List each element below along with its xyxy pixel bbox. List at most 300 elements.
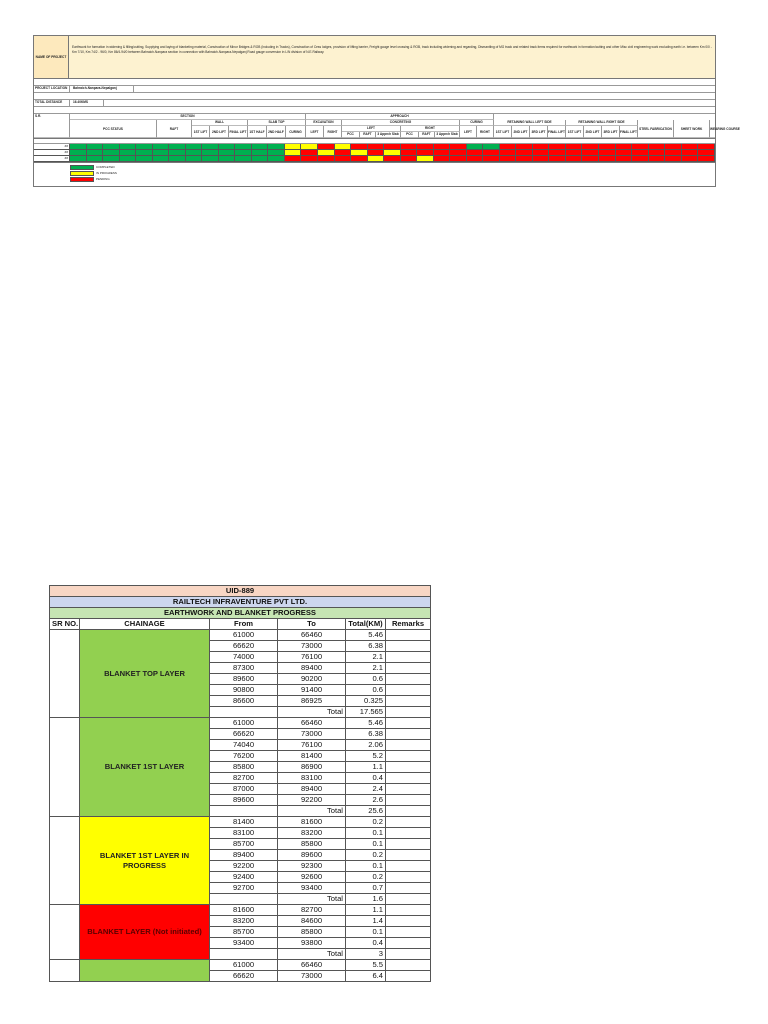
cell-remarks (386, 883, 431, 894)
status-cell-green (235, 156, 252, 161)
cell-from: 61000 (210, 718, 278, 729)
status-cell-green (252, 156, 269, 161)
status-cell-red (417, 144, 434, 149)
header-concreting: CONCRETING (342, 120, 460, 126)
cell-to: 66460 (278, 960, 346, 971)
status-cell-red (335, 156, 352, 161)
cell-to: 93800 (278, 938, 346, 949)
status-cell-red (434, 156, 451, 161)
sr-no-cell (50, 817, 80, 905)
header-ret-r-3rd: 3RD LIFT (602, 126, 620, 138)
status-cell-green (252, 144, 269, 149)
cell-from: 93400 (210, 938, 278, 949)
cell-remarks (386, 949, 431, 960)
header-slab-2nd-half: 2ND HALF (267, 126, 286, 138)
status-cell-yellow (285, 144, 302, 149)
status-cell-green (186, 156, 203, 161)
project-status-sheet (33, 35, 740, 187)
cell-to: 90200 (278, 674, 346, 685)
spacer-row (34, 79, 715, 86)
col-header-remarks: Remarks (386, 619, 431, 630)
project-name-text: Earthwork for formation in widening & filling/cutting, Supplying and laying of blanketing material, Construction of Minor Bridges & ROB (Including in Tracks), Construction of Cess lodges, provision of lifting barrier, Freight gauge level crossing & ROB, track including widening and regarding, Dismantling of MG track and related track items required for earthwork in formation/cutting and other Misc civil engineering work excluding earth i.e. between Km 0/0 - Km 7/10, Km 74/2 - 96/0, Km 86/4-94/0 between Bahraich-Nanpara section in connection with Bahraich-Nanpara-Nepalganj Road gauge conversion in L/N division of N.E.Railway. (72, 45, 712, 54)
group-total-value: 1.6 (346, 894, 386, 905)
status-cell-green (87, 144, 104, 149)
status-cell-red (467, 150, 484, 155)
col-header-to: To (278, 619, 346, 630)
spacer-row (34, 93, 715, 100)
status-cell-red (500, 150, 517, 155)
total-blank-from (210, 894, 278, 905)
header-ret-r-1st: 1ST LIFT (566, 126, 584, 138)
status-cell-green (136, 144, 153, 149)
status-cell-red (318, 156, 335, 161)
total-blank-from (210, 949, 278, 960)
status-cell-red (384, 156, 401, 161)
header-retaining-left: RETAINING WALL LEFT SIDE (494, 120, 566, 126)
header-raft: RAFT (157, 120, 192, 138)
header-wall-1st-lift: 1ST LIFT (192, 126, 210, 138)
status-cell-red (632, 156, 649, 161)
status-cell-red (599, 144, 616, 149)
project-name-label: NAME OF PROJECT (34, 36, 69, 78)
status-cell-red (516, 144, 533, 149)
status-cell-yellow (368, 156, 385, 161)
cell-km: 0.325 (346, 696, 386, 707)
cell-from: 83100 (210, 828, 278, 839)
total-distance-row (34, 100, 715, 107)
status-row-label: ## (34, 156, 70, 161)
status-legend (34, 162, 715, 186)
progress-title: EARTHWORK AND BLANKET PROGRESS (50, 608, 431, 619)
cell-remarks (386, 751, 431, 762)
header-sr: S.R. (34, 114, 70, 138)
header-wall-final-lift: FINAL LIFT (229, 126, 248, 138)
status-cell-red (632, 144, 649, 149)
cell-remarks (386, 839, 431, 850)
status-cell-red (533, 150, 550, 155)
cell-km: 0.4 (346, 773, 386, 784)
status-cell-green (235, 150, 252, 155)
cell-remarks (386, 740, 431, 751)
status-cell-red (500, 156, 517, 161)
status-cell-green (70, 144, 87, 149)
header-conc-right: RIGHT (401, 126, 460, 132)
status-cell-green (153, 150, 170, 155)
cell-from: 90800 (210, 685, 278, 696)
cell-km: 0.1 (346, 839, 386, 850)
group-total-value: 25.6 (346, 806, 386, 817)
cell-from: 85800 (210, 762, 278, 773)
status-cell-red (549, 156, 566, 161)
cell-to: 91400 (278, 685, 346, 696)
status-cell-green (268, 150, 285, 155)
cell-to: 76100 (278, 740, 346, 751)
cell-remarks (386, 905, 431, 916)
status-cell-red (682, 144, 699, 149)
status-cell-green (70, 150, 87, 155)
legend-label-in-progress: IN PROGRESS (96, 171, 117, 175)
status-cell-red (649, 144, 666, 149)
cell-km: 0.1 (346, 861, 386, 872)
cell-from: 89600 (210, 674, 278, 685)
status-cell-green (136, 150, 153, 155)
status-cell-yellow (384, 150, 401, 155)
cell-to: 85800 (278, 927, 346, 938)
earthwork-progress-table (49, 585, 431, 982)
status-cell-green (186, 150, 203, 155)
status-cell-red (434, 144, 451, 149)
cell-remarks (386, 960, 431, 971)
cell-remarks (386, 938, 431, 949)
chainage-group-label: BLANKET LAYER (Not initiated) (80, 905, 210, 960)
cell-remarks (386, 784, 431, 795)
status-rows (34, 144, 715, 162)
status-cell-green (120, 150, 137, 155)
cell-km: 5.46 (346, 718, 386, 729)
cell-from: 74040 (210, 740, 278, 751)
status-cell-green (467, 144, 484, 149)
cell-km: 2.1 (346, 663, 386, 674)
legend-swatch-in-progress (70, 171, 94, 176)
cell-km: 1.1 (346, 905, 386, 916)
header-pcc-left: PCC (342, 132, 360, 138)
header-ret-2nd: 2ND LIFT (512, 126, 530, 138)
status-cell-green (153, 144, 170, 149)
header-ret-r-2nd: 2ND LIFT (584, 126, 602, 138)
cell-from: 61000 (210, 960, 278, 971)
status-cell-red (566, 156, 583, 161)
status-cell-red (533, 156, 550, 161)
legend-swatch-completed (70, 165, 94, 170)
status-cell-red (434, 150, 451, 155)
total-label: Total (278, 949, 346, 960)
cell-km: 0.7 (346, 883, 386, 894)
cell-remarks (386, 806, 431, 817)
header-slab-right: 3 Apprch Slab (435, 132, 460, 138)
status-cell-green (235, 144, 252, 149)
status-cell-red (368, 144, 385, 149)
status-cell-red (632, 150, 649, 155)
status-column-headers (34, 114, 740, 139)
cell-km: 2.4 (346, 784, 386, 795)
cell-from: 82700 (210, 773, 278, 784)
total-distance-label: TOTAL DISTANCE (34, 100, 70, 106)
total-blank-from (210, 707, 278, 718)
cell-to: 66460 (278, 718, 346, 729)
sr-no-cell (50, 960, 80, 982)
status-cell-red (301, 150, 318, 155)
cell-from: 76200 (210, 751, 278, 762)
cell-remarks (386, 762, 431, 773)
status-cell-red (483, 156, 500, 161)
cell-remarks (386, 696, 431, 707)
cell-remarks (386, 971, 431, 982)
chainage-group-label: BLANKET TOP LAYER (80, 630, 210, 718)
cell-remarks (386, 861, 431, 872)
table-row (50, 630, 431, 641)
status-cell-green (268, 144, 285, 149)
cell-km: 0.4 (346, 938, 386, 949)
header-wall-2nd-lift: 2ND LIFT (210, 126, 229, 138)
cell-from: 81400 (210, 817, 278, 828)
cell-remarks (386, 850, 431, 861)
status-cell-yellow (301, 144, 318, 149)
status-cell-red (500, 144, 517, 149)
status-cell-red (467, 156, 484, 161)
status-cell-red (682, 150, 699, 155)
status-cell-green (169, 144, 186, 149)
cell-remarks (386, 927, 431, 938)
cell-remarks (386, 641, 431, 652)
cell-remarks (386, 729, 431, 740)
status-cell-red (649, 156, 666, 161)
cell-to: 86925 (278, 696, 346, 707)
cell-remarks (386, 652, 431, 663)
cell-remarks (386, 795, 431, 806)
cell-km: 2.1 (346, 652, 386, 663)
status-cell-red (351, 144, 368, 149)
cell-remarks (386, 674, 431, 685)
header-section: SECTION (70, 114, 306, 120)
status-cell-green (202, 150, 219, 155)
cell-to: 89400 (278, 784, 346, 795)
status-cell-red (483, 150, 500, 155)
total-distance-value: 16.40KMS (70, 100, 104, 106)
header-ret-3rd: 3RD LIFT (530, 126, 548, 138)
cell-to: 81400 (278, 751, 346, 762)
legend-label-pending: PENDING (96, 177, 110, 181)
cell-from: 85700 (210, 927, 278, 938)
cell-km: 0.1 (346, 927, 386, 938)
project-name-row (34, 36, 715, 79)
col-header-total-km: Total(KM) (346, 619, 386, 630)
cell-to: 86900 (278, 762, 346, 773)
status-cell-red (665, 144, 682, 149)
cell-to: 66460 (278, 630, 346, 641)
header-slab-top: SLAB TOP (248, 120, 306, 126)
status-cell-red (301, 156, 318, 161)
status-cell-yellow (318, 150, 335, 155)
cell-from: 87300 (210, 663, 278, 674)
status-cell-green (153, 156, 170, 161)
cell-to: 84600 (278, 916, 346, 927)
status-cell-green (87, 150, 104, 155)
header-slab-1st-half: 1ST HALF (248, 126, 267, 138)
cell-km: 5.2 (346, 751, 386, 762)
cell-to: 92600 (278, 872, 346, 883)
status-cell-red (665, 156, 682, 161)
cell-from: 92700 (210, 883, 278, 894)
status-cell-red (582, 150, 599, 155)
table-row (50, 817, 431, 828)
cell-from: 89600 (210, 795, 278, 806)
header-wearing-course: WEARING COURSE (710, 120, 715, 138)
header-wall: WALL (192, 120, 248, 126)
status-cell-red (582, 156, 599, 161)
status-cell-green (120, 156, 137, 161)
status-cell-red (516, 156, 533, 161)
total-label: Total (278, 806, 346, 817)
status-cell-red (417, 150, 434, 155)
status-cell-red (549, 150, 566, 155)
col-header-sr-no: SR NO. (50, 619, 80, 630)
status-cell-yellow (417, 156, 434, 161)
status-cell-red (599, 150, 616, 155)
header-steel-fabrication: STEEL FABRICATION (638, 120, 674, 138)
header-cur-left: LEFT (460, 126, 477, 138)
cell-from: 89400 (210, 850, 278, 861)
cell-km: 6.4 (346, 971, 386, 982)
header-excavation: EXCAVATION (306, 120, 342, 126)
cell-to: 89400 (278, 663, 346, 674)
cell-km: 5.46 (346, 630, 386, 641)
status-cell-green (219, 150, 236, 155)
status-cell-green (103, 150, 120, 155)
status-cell-red (318, 144, 335, 149)
status-cell-red (450, 144, 467, 149)
cell-remarks (386, 663, 431, 674)
company-banner: RAILTECH INFRAVENTURE PVT LTD. (50, 597, 431, 608)
cell-from: 92400 (210, 872, 278, 883)
status-cell-green (103, 156, 120, 161)
cell-remarks (386, 707, 431, 718)
table-row (50, 905, 431, 916)
cell-km: 2.06 (346, 740, 386, 751)
status-cell-green (169, 150, 186, 155)
cell-km: 6.38 (346, 729, 386, 740)
cell-to: 89600 (278, 850, 346, 861)
status-row-label: ## (34, 150, 70, 155)
cell-from: 81600 (210, 905, 278, 916)
cell-km: 0.2 (346, 872, 386, 883)
cell-km: 0.1 (346, 828, 386, 839)
uid-banner: UID-889 (50, 586, 431, 597)
status-cell-red (616, 150, 633, 155)
status-cell-green (136, 156, 153, 161)
header-ret-final: FINAL LIFT (548, 126, 566, 138)
status-cell-green (87, 156, 104, 161)
project-location-value: Bahraich-Nanpara-Nepalganj (70, 86, 134, 92)
status-cell-green (268, 156, 285, 161)
cell-to: 85800 (278, 839, 346, 850)
header-pcc-right: PCC (401, 132, 419, 138)
cell-km: 0.2 (346, 850, 386, 861)
status-cell-red (401, 150, 418, 155)
status-cell-red (285, 156, 302, 161)
header-conc-left: LEFT (342, 126, 401, 132)
status-cell-red (516, 150, 533, 155)
status-cell-red (549, 144, 566, 149)
status-cell-red (582, 144, 599, 149)
cell-remarks (386, 894, 431, 905)
project-location-label: PROJECT LOCATION (34, 86, 70, 92)
cell-to: 76100 (278, 652, 346, 663)
status-cell-green (202, 144, 219, 149)
cell-km: 6.38 (346, 641, 386, 652)
cell-remarks (386, 773, 431, 784)
status-cell-red (616, 144, 633, 149)
cell-km: 0.2 (346, 817, 386, 828)
status-cell-red (351, 156, 368, 161)
header-approach: APPROACH (306, 114, 494, 120)
col-header-from: From (210, 619, 278, 630)
status-cell-green (120, 144, 137, 149)
cell-remarks (386, 718, 431, 729)
header-raft-right: RAFT (419, 132, 435, 138)
status-cell-green (219, 156, 236, 161)
cell-remarks (386, 630, 431, 641)
status-cell-yellow (285, 150, 302, 155)
status-cell-green (202, 156, 219, 161)
spacer-row (34, 107, 715, 114)
sr-no-cell (50, 630, 80, 718)
header-sheet-work: SHEET WORK (674, 120, 710, 138)
group-total-value: 17.565 (346, 707, 386, 718)
cell-km: 2.6 (346, 795, 386, 806)
status-cell-yellow (335, 144, 352, 149)
cell-to: 93400 (278, 883, 346, 894)
chainage-group-label: BLANKET 1ST LAYER (80, 718, 210, 817)
cell-to: 73000 (278, 971, 346, 982)
header-exc-right: RIGHT (324, 126, 342, 138)
header-pcc-status: PCC STATUS (70, 120, 157, 138)
header-ret-1st: 1ST LIFT (494, 126, 512, 138)
status-cell-red (599, 156, 616, 161)
status-cell-green (103, 144, 120, 149)
cell-km: 0.6 (346, 674, 386, 685)
cell-to: 81600 (278, 817, 346, 828)
status-cell-red (566, 150, 583, 155)
cell-from: 92200 (210, 861, 278, 872)
status-cell-red (698, 156, 715, 161)
status-cell-red (335, 150, 352, 155)
cell-from: 61000 (210, 630, 278, 641)
status-cell-yellow (351, 150, 368, 155)
status-cell-red (384, 144, 401, 149)
cell-to: 73000 (278, 729, 346, 740)
sr-no-cell (50, 718, 80, 817)
cell-from: 66620 (210, 971, 278, 982)
cell-to: 92300 (278, 861, 346, 872)
cell-km: 1.1 (346, 762, 386, 773)
status-cell-green (219, 144, 236, 149)
project-location-row (34, 86, 715, 93)
cell-remarks (386, 685, 431, 696)
legend-label-completed: COMPLETED (96, 165, 115, 169)
chainage-group-label: BLANKET 1ST LAYER IN PROGRESS (80, 817, 210, 905)
header-ret-r-final: FINAL LIFT (620, 126, 638, 138)
cell-to: 73000 (278, 641, 346, 652)
status-cell-red (698, 150, 715, 155)
cell-from: 74000 (210, 652, 278, 663)
status-cell-red (665, 150, 682, 155)
header-slab-left: 3 Apprch Slab (376, 132, 401, 138)
status-cell-green (252, 150, 269, 155)
status-cell-red (533, 144, 550, 149)
cell-from: 66620 (210, 641, 278, 652)
table-row (50, 718, 431, 729)
cell-from: 83200 (210, 916, 278, 927)
cell-from: 85700 (210, 839, 278, 850)
cell-remarks (386, 817, 431, 828)
sr-no-cell (50, 905, 80, 960)
header-slab-curing: CURING (286, 126, 306, 138)
status-cell-red (682, 156, 699, 161)
cell-from: 66620 (210, 729, 278, 740)
status-cell-red (698, 144, 715, 149)
status-cell-red (450, 150, 467, 155)
cell-to: 83100 (278, 773, 346, 784)
